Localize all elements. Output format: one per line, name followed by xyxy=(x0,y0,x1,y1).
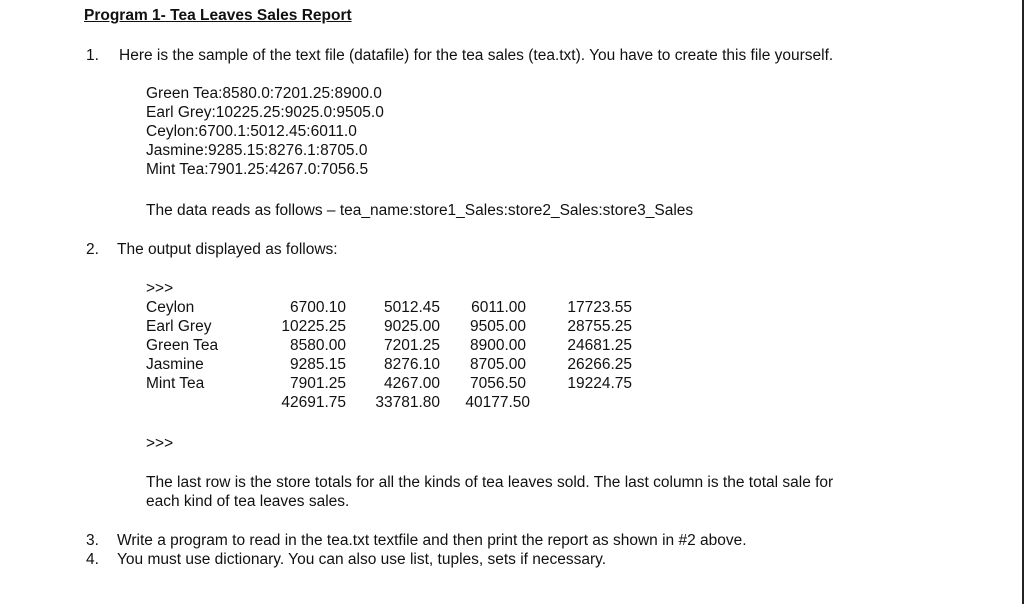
store3-cell: 7056.50 xyxy=(469,375,526,392)
store2-cell: 4267.00 xyxy=(383,375,440,392)
row-total-cell: 28755.25 xyxy=(567,318,632,335)
shell-prompt: >>> xyxy=(146,435,174,452)
item-3-number: 3. xyxy=(86,532,99,549)
store3-total-cell: 40177.50 xyxy=(465,394,530,411)
table-row xyxy=(146,355,636,374)
tea-name-cell: Jasmine xyxy=(146,356,204,373)
store1-cell: 9285.15 xyxy=(289,356,346,373)
item-1-text: Here is the sample of the text file (datafile) for the tea sales (tea.txt). You have to create this file yourself. xyxy=(119,47,834,64)
store2-cell: 5012.45 xyxy=(383,299,440,316)
store1-cell: 7901.25 xyxy=(289,375,346,392)
table-row xyxy=(146,298,636,317)
item-4-number: 4. xyxy=(86,551,99,568)
data-line: Jasmine:9285.15:8276.1:8705.0 xyxy=(146,142,368,159)
table-row xyxy=(146,336,636,355)
data-format-description: The data reads as follows – tea_name:store1_Sales:store2_Sales:store3_Sales xyxy=(146,202,694,219)
item-2-number: 2. xyxy=(86,241,99,258)
row-total-cell: 26266.25 xyxy=(567,356,632,373)
tea-name-cell: Mint Tea xyxy=(146,375,205,392)
row-total-cell: 19224.75 xyxy=(567,375,632,392)
shell-prompt: >>> xyxy=(146,280,174,297)
store2-cell: 7201.25 xyxy=(383,337,440,354)
table-row xyxy=(146,374,636,393)
row-total-cell: 24681.25 xyxy=(567,337,632,354)
item-3-text: Write a program to read in the tea.txt textfile and then print the report as shown in #2 above. xyxy=(117,532,747,549)
output-note-line-1: The last row is the store totals for all the kinds of tea leaves sold. The last column is the total sale for xyxy=(146,474,834,491)
totals-row xyxy=(146,393,636,412)
item-1-number: 1. xyxy=(86,47,99,64)
item-2-text: The output displayed as follows: xyxy=(117,241,338,258)
store2-cell: 9025.00 xyxy=(383,318,440,335)
store1-total-cell: 42691.75 xyxy=(281,394,346,411)
table-row xyxy=(146,317,636,336)
store2-cell: 8276.10 xyxy=(383,356,440,373)
store2-total-cell: 33781.80 xyxy=(375,394,440,411)
tea-name-cell: Green Tea xyxy=(146,337,219,354)
store3-cell: 8705.00 xyxy=(469,356,526,373)
store3-cell: 8900.00 xyxy=(469,337,526,354)
store3-cell: 6011.00 xyxy=(471,299,526,316)
store3-cell: 9505.00 xyxy=(469,318,526,335)
store1-cell: 10225.25 xyxy=(281,318,346,335)
tea-name-cell: Ceylon xyxy=(146,299,195,316)
store1-cell: 6700.10 xyxy=(289,299,346,316)
report-title: Program 1- Tea Leaves Sales Report xyxy=(84,7,352,24)
row-total-cell: 17723.55 xyxy=(567,299,632,316)
data-line: Green Tea:8580.0:7201.25:8900.0 xyxy=(146,85,382,102)
tea-name-cell: Earl Grey xyxy=(146,318,212,335)
store1-cell: 8580.00 xyxy=(289,337,346,354)
data-line: Mint Tea:7901.25:4267.0:7056.5 xyxy=(146,161,369,178)
item-4-text: You must use dictionary. You can also use list, tuples, sets if necessary. xyxy=(117,551,607,568)
output-note-line-2: each kind of tea leaves sales. xyxy=(146,493,350,510)
data-line: Ceylon:6700.1:5012.45:6011.0 xyxy=(146,123,357,140)
data-line: Earl Grey:10225.25:9025.0:9505.0 xyxy=(146,104,384,121)
